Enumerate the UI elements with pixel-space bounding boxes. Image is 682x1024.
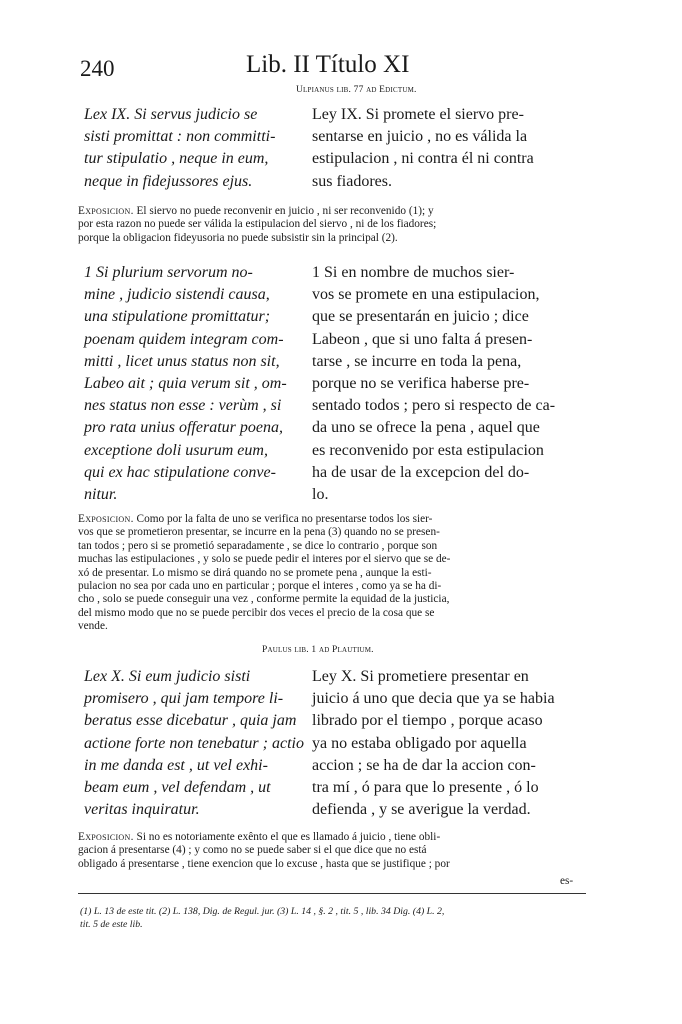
- latin-line: mine , judicio sistendi causa,: [84, 286, 270, 304]
- latin-line: beam eum , vel defendam , ut: [84, 779, 271, 797]
- latin-line: nes status non esse : verùm , si: [84, 397, 282, 415]
- spanish-line: tra mí , ó para que lo presente , ó lo: [312, 779, 539, 797]
- footnotes: [80, 905, 590, 931]
- latin-line: actione forte non tenebatur ; actio: [84, 734, 304, 752]
- latin-line: Labeo ait ; quia verum sit , om-: [84, 375, 287, 393]
- latin-line: veritas inquiratur.: [84, 801, 200, 819]
- latin-line: beratus esse dicebatur , quia jam: [84, 712, 297, 730]
- exposicion-label: Exposicion.: [78, 513, 134, 525]
- page-title: Lib. II Título XI: [246, 51, 410, 78]
- latin-line: poenam quidem integram com-: [84, 330, 284, 348]
- spanish-line: librado por el tiempo , porque acaso: [312, 712, 543, 730]
- footnote-rule: [78, 893, 586, 894]
- spanish-line: defienda , y se averigue la verdad.: [312, 801, 531, 819]
- spanish-line: porque no se verifica haberse pre-: [312, 375, 530, 393]
- exposicion-line: xó de presentar. Lo mismo se dirá quando no se promete pena , aunque la esti-: [78, 566, 432, 579]
- latin-line: sisti promittat : non committi-: [84, 128, 276, 146]
- spanish-line: Ley IX. Si promete el siervo pre-: [312, 106, 524, 123]
- exposicion-block: [78, 831, 590, 871]
- exposicion-line: vende.: [78, 620, 108, 633]
- spanish-line: estipulacion , ni contra él ni contra: [312, 150, 534, 168]
- latin-line: in me danda est , ut vel exhi-: [84, 756, 268, 774]
- exposicion-line: tan todos ; pero si se prometió separadamente , se dice lo contrario , porque son: [78, 539, 438, 552]
- latin-line: exceptione doli usurum eum,: [84, 441, 268, 459]
- exposicion-line: del mismo modo que no se puede percibir dos veces el precio de la cosa que se: [78, 606, 435, 619]
- exposicion-line: Como por la falta de uno se verifica no presentarse todos los sier-: [136, 513, 433, 525]
- latin-line: una stipulatione promittatur;: [84, 308, 271, 326]
- latin-line: Lex IX. Si servus judicio se: [84, 106, 258, 123]
- spanish-line: Ley X. Si prometiere presentar en: [312, 668, 529, 685]
- latin-line: tur stipulatio , neque in eum,: [84, 150, 269, 168]
- latin-line: 1 Si plurium servorum no-: [84, 264, 253, 281]
- latin-column: [84, 104, 296, 193]
- exposicion-label: Exposicion.: [78, 205, 134, 217]
- spanish-line: sus fiadores.: [312, 172, 392, 190]
- exposicion-line: El siervo no puede reconvenir en juicio , ni ser reconvenido (1); y: [136, 205, 434, 217]
- spanish-line: sentado todos ; pero si respecto de ca-: [312, 397, 556, 415]
- exposicion-line: Si no es notoriamente exênto el que es llamado á juicio , tiene obli-: [136, 831, 441, 843]
- spanish-column: [312, 262, 588, 506]
- exposicion-line: cho , solo se puede conseguir una vez , conforme permite la equidad de la justicia,: [78, 593, 450, 606]
- exposicion-line: obligado á presentarse , tiene exencion que lo excuse , hasta que se justifique ; por: [78, 857, 450, 870]
- exposicion-line: porque la obligacion fideyusoria no puede subsistir sin la principal (2).: [78, 231, 398, 244]
- exposicion-block: [78, 205, 590, 245]
- exposicion-line: por esta razon no puede ser válida la estipulacion del siervo , ni de los fiadores;: [78, 218, 437, 231]
- page-number: 240: [80, 56, 115, 81]
- exposicion-line: muchas las estipulaciones , y solo se puede pedir el interes por el siervo que se de-: [78, 553, 451, 566]
- exposicion-line: vos que se prometieron presentar, se incurre en la pena (3) quando no se presen-: [78, 526, 440, 539]
- latin-line: mitti , licet unus status non sit,: [84, 352, 280, 370]
- spanish-line: que se presentarán en juicio ; dice: [312, 308, 529, 326]
- spanish-line: Labeon , que si uno falta á presen-: [312, 330, 533, 348]
- latin-line: nitur.: [84, 486, 118, 504]
- spanish-line: 1 Si en nombre de muchos sier-: [312, 264, 515, 281]
- latin-column: [84, 666, 304, 821]
- spanish-line: sentarse en juicio , no es válida la: [312, 128, 528, 146]
- exposicion-label: Exposicion.: [78, 831, 134, 843]
- spanish-line: es reconvenido por esta estipulacion: [312, 441, 544, 459]
- spanish-line: ya no estaba obligado por aquella: [312, 734, 527, 752]
- spanish-line: accion ; se ha de dar la accion con-: [312, 756, 536, 774]
- spanish-line: da uno se ofrece la pena , aquel que: [312, 419, 540, 437]
- footnote-line: (1) L. 13 de este tit. (2) L. 138, Dig. de Regul. jur. (3) L. 14 , §. 2 , tit. 5 , lib. 34 Dig. (4) L. 2,: [80, 906, 445, 917]
- latin-line: qui ex hac stipulatione conve-: [84, 463, 276, 481]
- spanish-line: tarse , se incurre en toda la pena,: [312, 352, 522, 370]
- exposicion-line: pulacion no sea por cada uno en particular ; porque el interes , como ya se ha di-: [78, 580, 442, 593]
- latin-line: Lex X. Si eum judicio sisti: [84, 668, 251, 685]
- catchword: es-: [560, 875, 574, 887]
- spanish-line: ha de usar de la excepcion del do-: [312, 463, 530, 481]
- spanish-column: [312, 666, 590, 821]
- spanish-column: [312, 104, 588, 193]
- exposicion-block: [78, 513, 590, 634]
- spanish-line: vos se promete en una estipulacion,: [312, 286, 540, 304]
- exposicion-line: gacion á presentarse (4) ; y como no se puede saber si el que dice que no está: [78, 844, 427, 857]
- latin-line: promisero , qui jam tempore li-: [84, 690, 284, 708]
- spanish-line: juicio á uno que decia que ya se habia: [312, 690, 555, 708]
- latin-line: pro rata unius offeratur poena,: [84, 419, 283, 437]
- source-attribution: Paulus lib. 1 ad Plautium.: [262, 645, 374, 655]
- latin-column: [84, 262, 296, 506]
- source-attribution: Ulpianus lib. 77 ad Edictum.: [296, 85, 417, 95]
- spanish-line: lo.: [312, 486, 329, 504]
- latin-line: neque in fidejussores ejus.: [84, 172, 253, 190]
- footnote-line: tit. 5 de este lib.: [80, 919, 143, 930]
